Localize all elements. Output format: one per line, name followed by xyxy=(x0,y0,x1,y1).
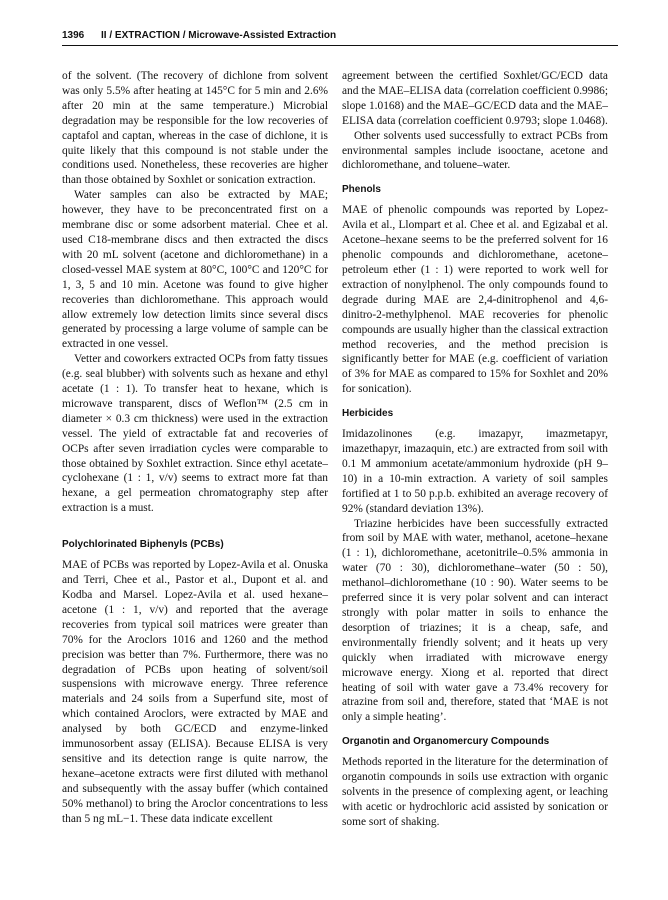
paragraph: Water samples can also be extracted by MAE; however, they have to be preconcentrated first on a membrane disc or some adsorbent material. Chee et al. used C18-membrane discs and then extracted the discs with 20 mL solvent (acetone and dichloromethane) in a closed-vessel MAE system at 80°C, 100°C and 120°C for 1, 3, 5 and 10 min. Acetone was found to give higher recoveries than dichloromethane. This approach would allow extremely low detection limits since several discs generated by processing a large volume of sample can be extracted in one vessel. xyxy=(62,189,328,351)
right-column xyxy=(342,69,608,830)
paragraph: Other solvents used successfully to extract PCBs from environmental samples include isooctane, acetone and dichloromethane, and toluene–water. xyxy=(342,129,608,172)
running-header xyxy=(62,30,618,46)
paragraph: Imidazolinones (e.g. imazapyr, imazmetapyr, imazethapyr, imazaquin, etc.) are extracted from soil with 0.1 M ammonium acetate/ammonium hydroxide (pH 9–10) in a 10-min extraction. A variety of soil samples fortified at 1 to 50 p.p.b. exhibited an average recovery of 92% (standard deviation 13%). xyxy=(342,428,608,515)
section-heading-phenols: Phenols xyxy=(342,184,381,196)
paragraph: agreement between the certified Soxhlet/GC/ECD data and the MAE–ELISA data (correlation coefficient 0.9986; slope 1.0168) and the MAE–GC/ECD data and the MAE–ELISA data (correlation coefficient 0.9793; slope 1.0468). xyxy=(342,70,608,127)
section-title: II / EXTRACTION / Microwave-Assisted Extraction xyxy=(101,30,337,41)
section-heading-herbicides: Herbicides xyxy=(342,408,394,420)
section-heading-organotin: Organotin and Organomercury Compounds xyxy=(342,736,550,748)
page-number: 1396 xyxy=(62,30,85,41)
paragraph: Methods reported in the literature for the determination of organotin compounds in soils use extraction with organic solvents in the presence of complexing agent, or leaching with acetic or hydrochloric acid assisted by sonication or some sort of shaking. xyxy=(342,756,608,828)
paragraph: MAE of PCBs was reported by Lopez-Avila et al. Onuska and Terri, Chee et al., Pastor et al., Dupont et al. and Kodba and Marsel. Lopez-Avila et al. used hexane–acetone (1 : 1, v/v) and reported that the average recoveries from typical soil matrices were greater than 70% for the Aroclors 1016 and 1260 and the method precision was better than 7%. Furthermore, there was no degradation of PCBs upon heating of solvent/soil suspensions with microwave energy. Three reference materials and 24 soils from a Superfund site, most of which contained Aroclors, were extracted by MAE and analysed by both GC/ECD and enzyme-linked immunosorbent assay (ELISA). Because ELISA is very sensitive and its detection range is quite narrow, the hexane–acetone extracts were first diluted with methanol and subsequently with the assay buffer (which contained 50% methanol) to bring the Aroclor concentrations to less than 5 ng mL−1. These data indicate excellent xyxy=(62,559,328,825)
paragraph: Vetter and coworkers extracted OCPs from fatty tissues (e.g. seal blubber) with solvents such as hexane and ethyl acetate (1 : 1). To transfer heat to hexane, which is microwave transparent, discs of Weflon™ (2.5 cm in diameter × 0.3 cm thickness) were used in the extraction vessel. The yield of extractable fat and recoveries of OCPs after seven irradiation cycles were comparable to those obtained by Soxhlet extraction. Since ethyl acetate–cyclohexane (1 : 1, v/v) seems to extract more fat than hexane, a gel permeation chromatography step after extraction is a must. xyxy=(62,353,328,515)
paragraph: of the solvent. (The recovery of dichlone from solvent was only 5.5% after heating at 145°C for 5 min and 2.6% after 20 min at the same temperature.) Microbial degradation may be responsible for the low recoveries of captafol and captan, whereas in the case of dichlone, it is quite likely that this compound is not stable under the conditions used. Nonetheless, these recoveries are higher than those obtained by Soxhlet or sonication extraction. xyxy=(62,70,328,187)
left-column xyxy=(62,69,328,827)
paragraph: Triazine herbicides have been successfully extracted from soil by MAE with water, methanol, acetone–hexane (1 : 1), dichloromethane, acetonitrile–0.5% ammonia in water (70 : 30), dichloromethane–water (50 : 50), methanol–dichloromethane (10 : 90). Water seems to be preferred since it is very polar solvent and can interact strongly with polar matter in soils to enhance the desorption of triazines; it is a cheap, safe, and environmentally friendly solvent; and it heats up very quickly when irradiated with microwave energy microwave energy. Xiong et al. reported that direct heating of soil with water gave a 73.4% recovery for atrazine from soil and, therefore, stated that ‘MAE is not only a simple heating’. xyxy=(342,517,608,724)
section-heading-pcb: Polychlorinated Biphenyls (PCBs) xyxy=(62,539,224,551)
paragraph: MAE of phenolic compounds was reported by Lopez-Avila et al., Llompart et al. Chee et al. and Egizabal et al. Acetone–hexane seems to be the preferred solvent for 16 phenolic compounds and dichloromethane, acetone–petroleum ether (1 : 1) were reported to work well for extraction of nonylphenol. The only compounds found to degrade during MAE are 2,4-dinitrophenol and 4,6-dinitro-2-methylphenol. MAE recoveries for phenolic compounds are usually higher than the classical extraction method recoveries, and the method precision is significantly better for MAE (e.g. coefficient of variation of 3% for MAE as compared to 15% for Soxhlet and 20% for sonication). xyxy=(342,204,609,396)
